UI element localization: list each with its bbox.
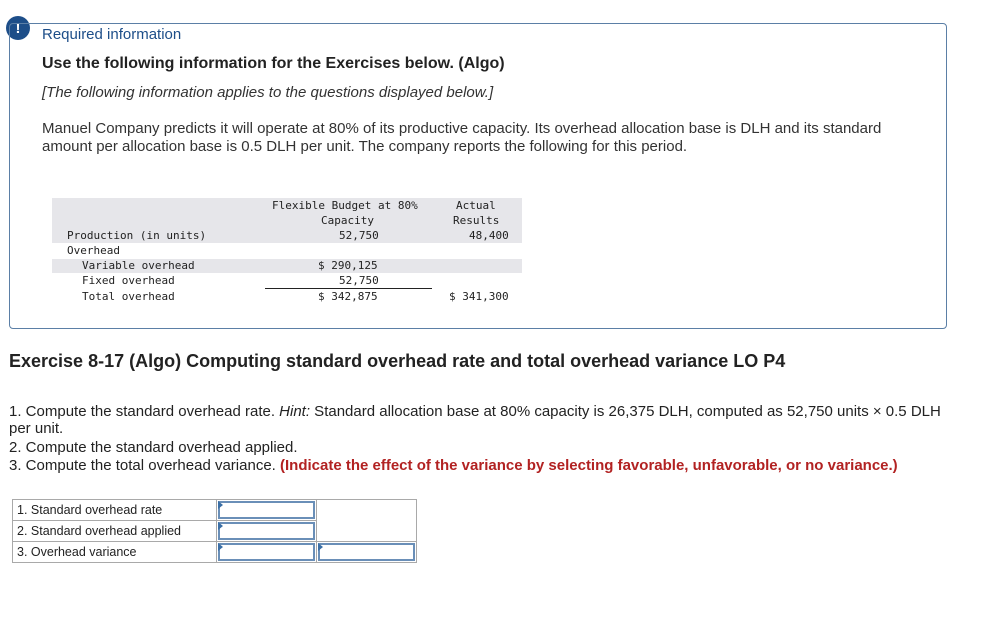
input-marker-icon [218,501,223,509]
fixed-overhead-label: Fixed overhead [82,274,175,287]
production-actual-value: 48,400 [469,229,509,242]
question-2: 2. Compute the standard overhead applied. [9,439,298,456]
subtotal-rule [265,288,432,289]
standard-overhead-rate-input[interactable] [218,501,315,519]
production-label: Production (in units) [67,229,207,242]
dropdown-marker-icon [318,543,323,551]
required-information-title: Required information [42,26,182,43]
hint-text: Standard allocation base at 80% capacity is 26,375 DLH, computed as 52,750 units × 0.5 DLH per unit. [9,403,941,437]
answer-cell-variance [217,542,317,563]
budget-col-actual-line2: Results [453,214,500,227]
answer-cell-rate-empty [317,500,417,542]
overhead-variance-effect-select[interactable] [318,543,415,561]
use-following-title: Use the following information for the Exercises below. (Algo) [42,55,505,72]
question-3-instruction: (Indicate the effect of the variance by selecting favorable, unfavorable, or no variance.) [280,457,898,474]
answer-cell-rate [217,500,317,521]
applies-note: [The following information applies to the questions displayed below.] [42,84,494,101]
total-overhead-label: Total overhead [82,290,175,303]
question-3 [9,457,898,474]
answer-table [12,499,417,563]
variable-overhead-flex-value: $ 290,125 [318,259,378,272]
answer-cell-applied [217,521,317,542]
variable-overhead-label: Variable overhead [82,259,195,272]
question-1-text: 1. Compute the standard overhead rate. [9,403,280,420]
standard-overhead-applied-input[interactable] [218,522,315,540]
total-overhead-flex-value: $ 342,875 [318,290,378,303]
production-flex-value: 52,750 [339,229,379,242]
hint-label: Hint: [279,403,311,420]
answer-label-applied: 2. Standard overhead applied [13,521,217,542]
answer-row-rate [13,500,417,521]
total-overhead-actual-value: $ 341,300 [449,290,509,303]
input-marker-icon [218,543,223,551]
alert-icon: ! [6,16,30,40]
exercise-title: Exercise 8-17 (Algo) Computing standard overhead rate and total overhead variance LO P4 [9,351,786,371]
overhead-variance-amount-input[interactable] [218,543,315,561]
budget-col-flex-line2: Capacity [321,214,374,227]
question-3-text: 3. Compute the total overhead variance. [9,457,280,474]
answer-cell-variance-effect [317,542,417,563]
answer-row-variance [13,542,417,563]
answer-label-rate: 1. Standard overhead rate [13,500,217,521]
budget-col-actual-line1: Actual [456,199,496,212]
answer-label-variance: 3. Overhead variance [13,542,217,563]
input-marker-icon [218,522,223,530]
budget-col-flex-line1: Flexible Budget at 80% [272,199,418,212]
question-1 [9,403,959,437]
fixed-overhead-flex-value: 52,750 [339,274,379,287]
overhead-label: Overhead [67,244,120,257]
scenario-paragraph: Manuel Company predicts it will operate at 80% of its productive capacity. Its overhead allocation base is DLH and its standard amount per allocation base is 0.5 DLH per unit. The company reports the following for this period. [42,120,882,155]
